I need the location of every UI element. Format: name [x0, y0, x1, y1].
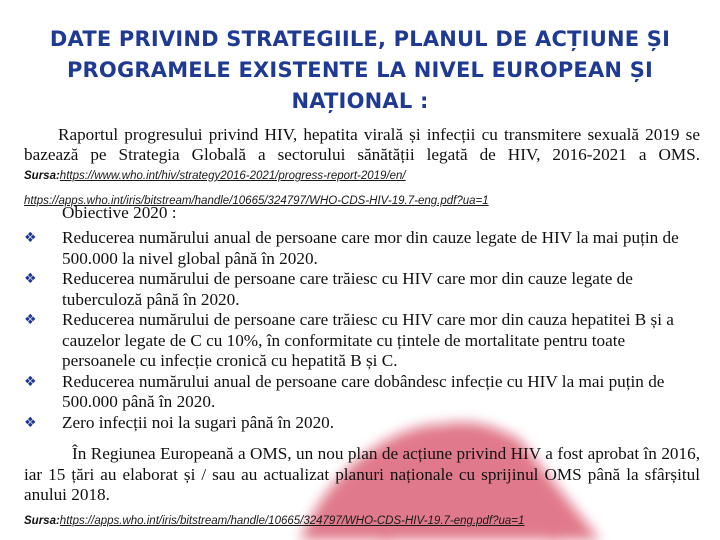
objectives-list: [24, 228, 700, 433]
objective-item: [24, 228, 700, 269]
objective-text: Reducerea numărului anual de persoane care dobândesc infecție cu HIV la mai puțin de 500.000 până în 2020.: [62, 371, 665, 411]
diamond-bullet-icon: ❖: [24, 271, 37, 287]
objective-text: Zero infecții noi la sugari până în 2020.: [62, 412, 335, 432]
objectives-heading: Obiective 2020 :: [62, 203, 177, 222]
intro-source-link[interactable]: https://www.who.int/hiv/strategy2016-2021/progress-report-2019/en/: [59, 170, 406, 182]
objective-item: [24, 413, 700, 434]
closing-source-line: [24, 509, 714, 528]
intro-text: Raportul progresului privind HIV, hepatita virală și infecții cu transmitere sexuală 2019 se bazează pe Strategia Globală a sectorului sănătății legată de HIV, 2016-2021 a OMS.: [24, 125, 700, 164]
intro-source-link-2[interactable]: https://apps.who.int/iris/bitstream/handle/10665/324797/WHO-CDS-HIV-19.7-eng.pdf?ua=1: [24, 195, 489, 207]
diamond-bullet-icon: ❖: [24, 312, 37, 328]
closing-source-label: Sursa:: [24, 515, 60, 527]
diamond-bullet-icon: ❖: [24, 230, 37, 246]
diamond-bullet-icon: ❖: [24, 373, 37, 390]
intro-source-label: Sursa:: [24, 170, 60, 182]
closing-paragraph: [24, 444, 700, 506]
intro-paragraph: [24, 125, 700, 187]
objective-item: [24, 372, 700, 413]
objective-text: Reducerea numărului de persoane care trăiesc cu HIV care mor din cauza hepatitei B și a cauzelor legate de C cu 10%, în conformitate cu țintele de mortalitate pentru toate persoanele cu infecție cronică cu hepatită B și C.: [62, 310, 674, 370]
diamond-bullet-icon: ❖: [24, 414, 37, 431]
objective-text: Reducerea numărului anual de persoane care mor din cauze legate de HIV la mai puțin de 500.000 la nivel global până în 2020.: [62, 228, 679, 268]
objective-item: [24, 269, 700, 310]
closing-source-link[interactable]: https://apps.who.int/iris/bitstream/handle/10665/324797/WHO-CDS-HIV-19.7-eng.pdf?ua=1: [59, 515, 525, 527]
objective-text: Reducerea numărului de persoane care trăiesc cu HIV care mor din cauze legate de tuberculoză până în 2020.: [62, 269, 633, 309]
slide-title: DATE PRIVIND STRATEGIILE, PLANUL DE ACȚIUNE ȘI PROGRAMELE EXISTENTE LA NIVEL EUROPEAN ȘI NAȚIONAL :: [49, 27, 671, 113]
closing-text: În Regiunea Europeană a OMS, un nou plan de acțiune privind HIV a fost aprobat în 2016, iar 15 țări au elaborat și / sau au actualizat planuri naționale cu sprijinul OMS până la sfârșitul anului 2018.: [24, 444, 700, 504]
objective-item: [24, 310, 700, 372]
